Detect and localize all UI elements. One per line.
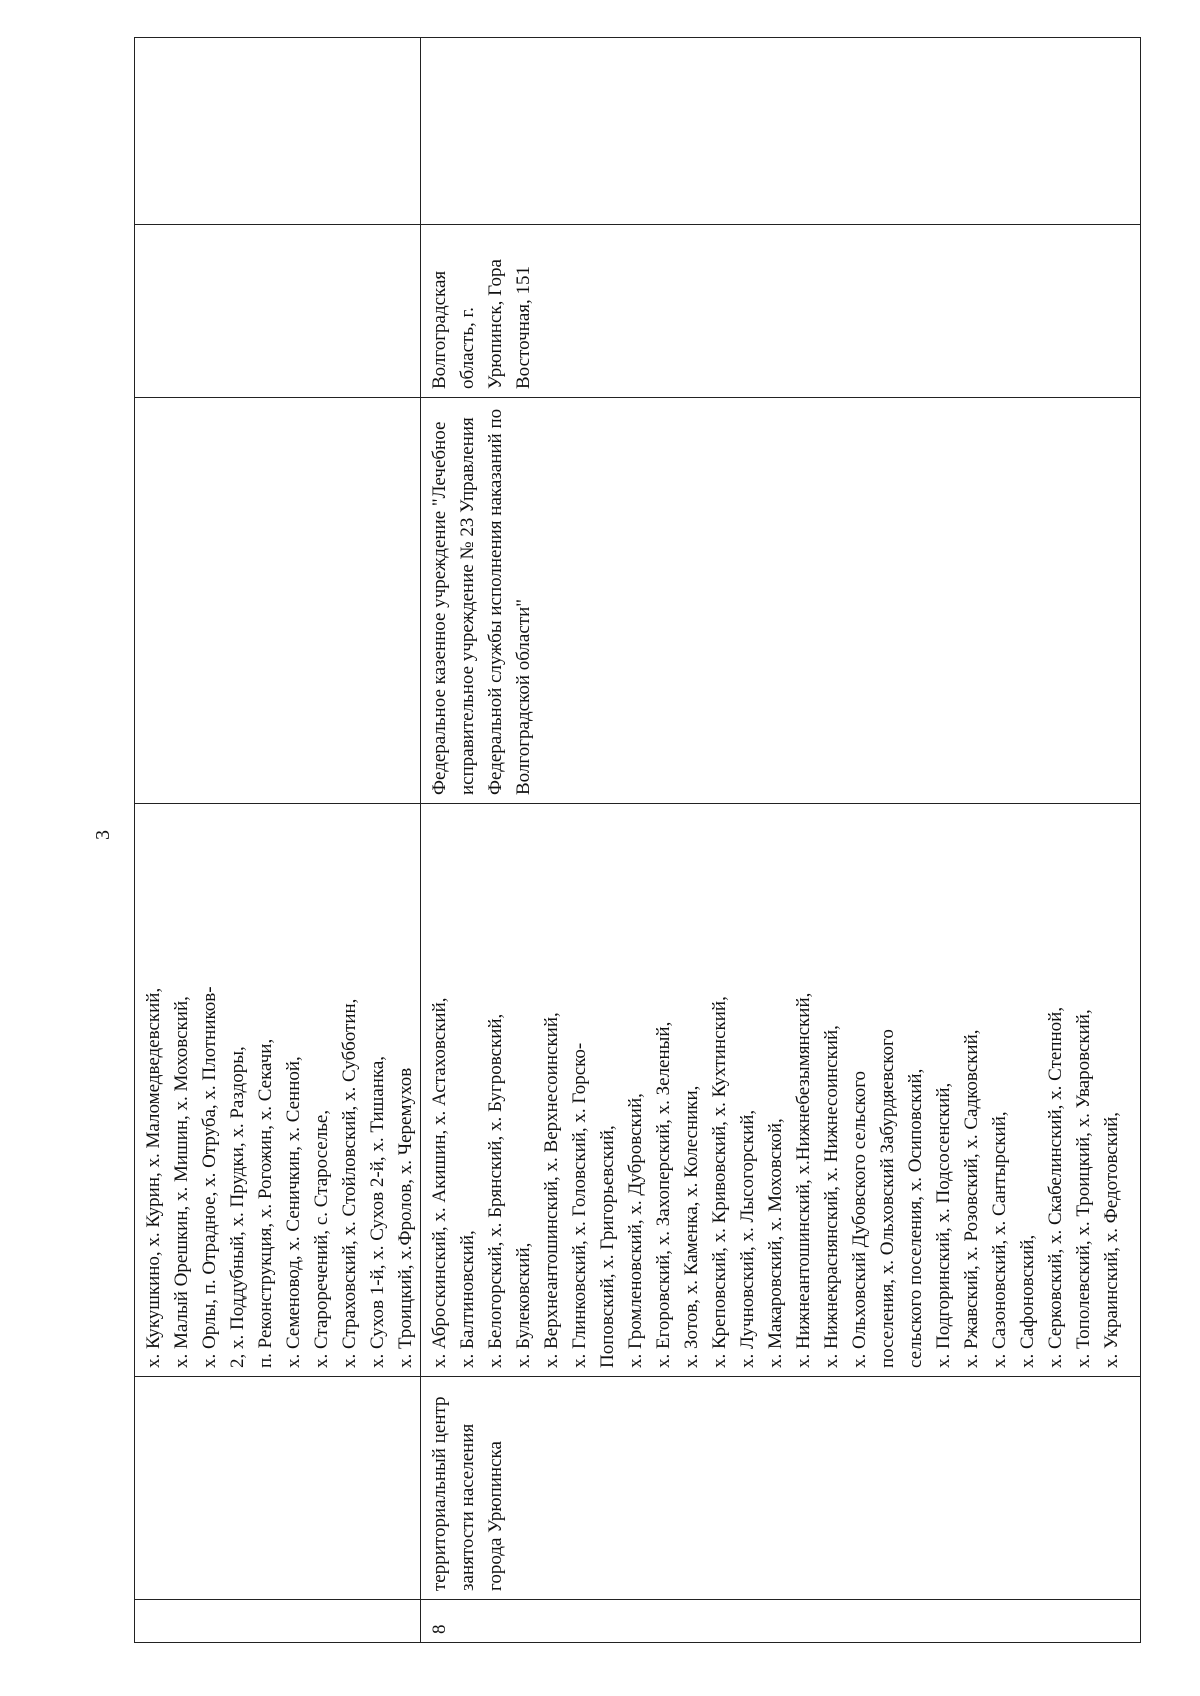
table-row-continuation: [135, 38, 421, 1643]
cell-extra: [135, 38, 421, 225]
cell-organization: территориальный центр занятости населения города Урюпинска: [421, 1377, 1141, 1600]
cell-address: [135, 225, 421, 398]
localities-text: х. Аброскинский, х. Акишин, х. Астаховский, х. Балтиновский, х. Белогорский, х. Брянский, х. Бугровский, х. Булековский, х. Верхнеантошинский, х. Верхнесоинский, х. Глинковский, х. Головский, х. Горско- Поповский, х. Григорьевский, х. Громленовский, х. Дубровский, х. Егоровский, х. Захоперский, х. Зеленый, х. Зотов, х. Каменка, х. Колесники, х. Креповский, х. Кривовский, х. Кухтинский, х. Лучновский, х. Лысогорский, х. Макаровский, х. Моховской, х. Нижнеантошинский, х.Нижнебезымянский, х. Нижнекраснянский, х. Нижнесоинский, х. Ольховский Дубовского сельского поселения, х. Ольховский Забурдяевского сельского поселения, х. Осиповский, х. Подгоринский, х. Подсосенский, х. Ржавский, х. Розовский, х. Садковский, х. Сазоновский, х. Сантырский, х. Сафоновский, х. Серковский, х. Скабелинский, х. Степной, х. Тополевский, х. Троицкий, х. Уваровский, х. Украинский, х. Федотовский,: [429, 992, 1122, 1368]
localities-text: х. Кукушкино, х. Курин, х. Маломедведевский, х. Малый Орешкин, х. Мишин, х. Моховский, х. Орлы, п. Отрадное, х. Отруба, х. Плотников- 2, х. Поддубный, х. Прудки, х. Раздоры, п. Реконструкция, х. Рогожин, х. Секачи, х. Семеновод, х. Сеничкин, х. Сенной, х. Староречений, с. Староселье, х. Страховский, х. Стойловский, х. Субботин, х. Сухов 1-й, х. Сухов 2-й, х. Тишанка, х. Троицкий, х.Фролов, х. Черемухов: [143, 986, 416, 1368]
table-row-8: [421, 38, 1141, 1643]
cell-number: 8: [421, 1600, 1141, 1643]
cell-address: Волгоградская область, г. Урюпинск, Гора Восточная, 151: [421, 225, 1141, 398]
cell-organization: [135, 1377, 421, 1600]
cell-extra: [421, 38, 1141, 225]
cell-institution: Федеральное казенное учреждение "Лечебное исправительное учреждение № 23 Управления Федеральной службы исполнения наказаний по Волгоградской области": [421, 398, 1141, 804]
rotated-table-container: [134, 38, 1122, 1643]
cell-institution: [135, 398, 421, 804]
page-number: 3: [92, 830, 114, 840]
cell-localities: [421, 804, 1141, 1377]
document-table: [134, 37, 1141, 1643]
cell-localities: [135, 804, 421, 1377]
cell-number: [135, 1600, 421, 1643]
